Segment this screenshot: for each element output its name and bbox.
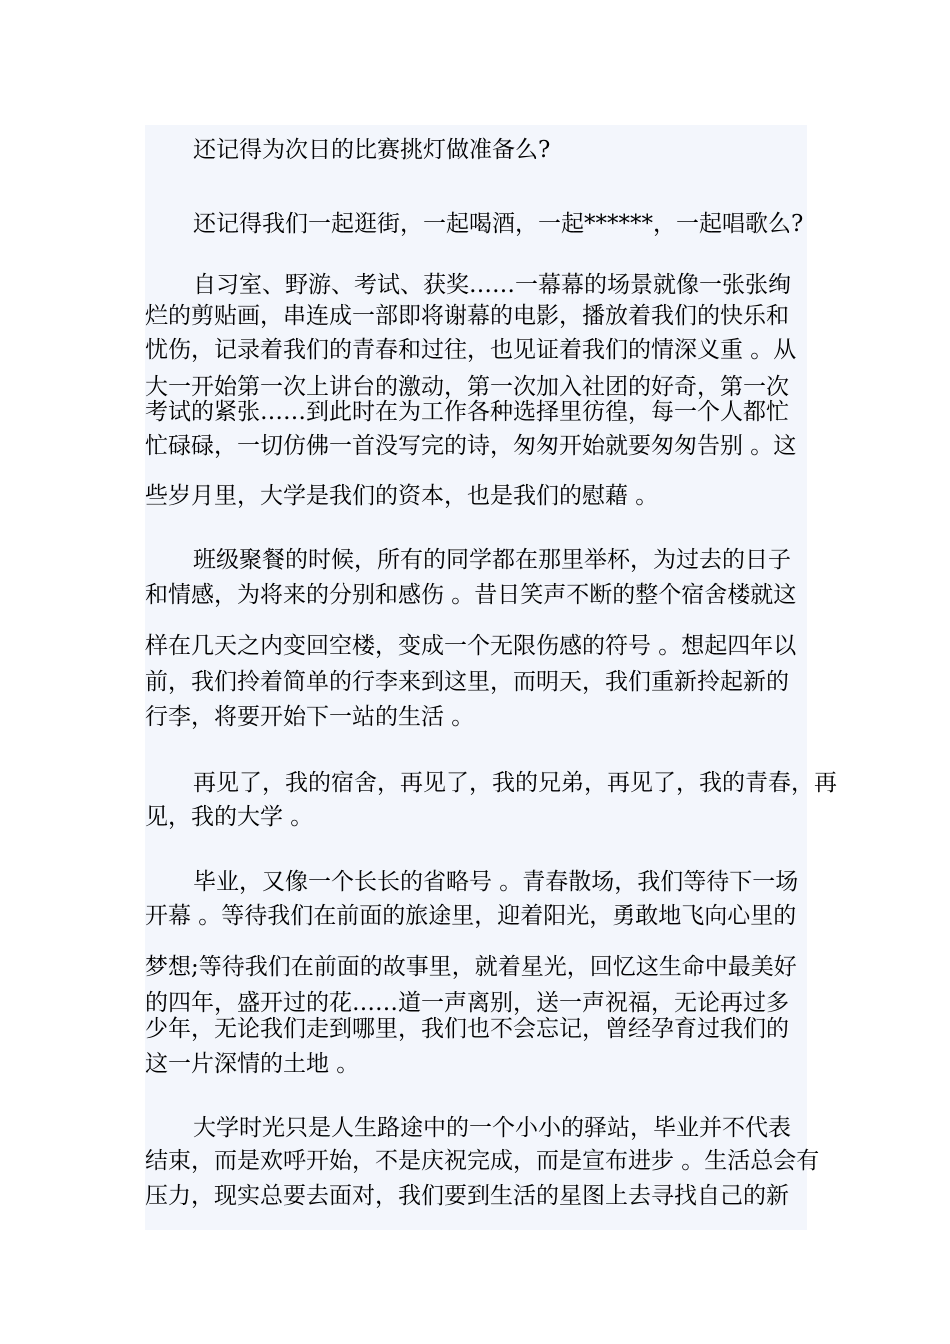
text-line: 自习室、野游、考试、获奖……一幕幕的场景就像一张张绚 [193, 272, 791, 298]
text-line: 压力，现实总要去面对，我们要到生活的星图上去寻找自己的新 [145, 1183, 789, 1209]
text-line: 再见了，我的宿舍，再见了，我的兄弟，再见了，我的青春，再 [193, 770, 837, 796]
text-line: 梦想;等待我们在前面的故事里，就着星光，回忆这生命中最美好 [145, 954, 797, 980]
text-line: 忧伤，记录着我们的青春和过往，也见证着我们的情深义重 。从 [145, 337, 797, 363]
text-line: 见，我的大学 。 [145, 804, 314, 830]
text-line: 还记得我们一起逛街，一起喝酒，一起******，一起唱歌么? [193, 211, 804, 237]
text-line: 少年，无论我们走到哪里，我们也不会忘记，曾经孕育过我们的 [145, 1016, 789, 1042]
text-line: 和情感，为将来的分别和感伤 。昔日笑声不断的整个宿舍楼就这 [145, 582, 797, 608]
text-line: 大一开始第一次上讲台的激动，第一次加入社团的好奇，第一次 [145, 374, 789, 400]
text-line: 班级聚餐的时候，所有的同学都在那里举杯，为过去的日子 [193, 547, 791, 573]
text-line: 这一片深情的土地 。 [145, 1051, 360, 1077]
text-line: 结束，而是欢呼开始，不是庆祝完成，而是宣布进步 。生活总会有 [145, 1148, 820, 1174]
text-line: 烂的剪贴画，串连成一部即将谢幕的电影，播放着我们的快乐和 [145, 303, 789, 329]
text-line: 些岁月里，大学是我们的资本，也是我们的慰藉 。 [145, 483, 659, 509]
text-line: 样在几天之内变回空楼，变成一个无限伤感的符号 。想起四年以 [145, 633, 797, 659]
text-line: 考试的紧张……到此时在为工作各种选择里彷徨，每一个人都忙 [145, 399, 789, 425]
text-line: 大学时光只是人生路途中的一个小小的驿站，毕业并不代表 [193, 1115, 791, 1141]
text-line: 的四年，盛开过的花……道一声离别，送一声祝福，无论再过多 [145, 990, 789, 1016]
text-block [145, 125, 837, 1230]
text-line: 毕业，又像一个长长的省略号 。青春散场，我们等待下一场 [193, 869, 799, 895]
text-line: 忙碌碌，一切仿佛一首没写完的诗，匆匆开始就要匆匆告别 。这 [145, 433, 797, 459]
text-line: 前，我们拎着简单的行李来到这里，而明天，我们重新拎起新的 [145, 669, 789, 695]
text-line: 还记得为次日的比赛挑灯做准备么? [193, 137, 551, 163]
text-line: 开幕 。等待我们在前面的旅途里，迎着阳光，勇敢地飞向心里的 [145, 903, 797, 929]
text-line: 行李，将要开始下一站的生活 。 [145, 704, 475, 730]
